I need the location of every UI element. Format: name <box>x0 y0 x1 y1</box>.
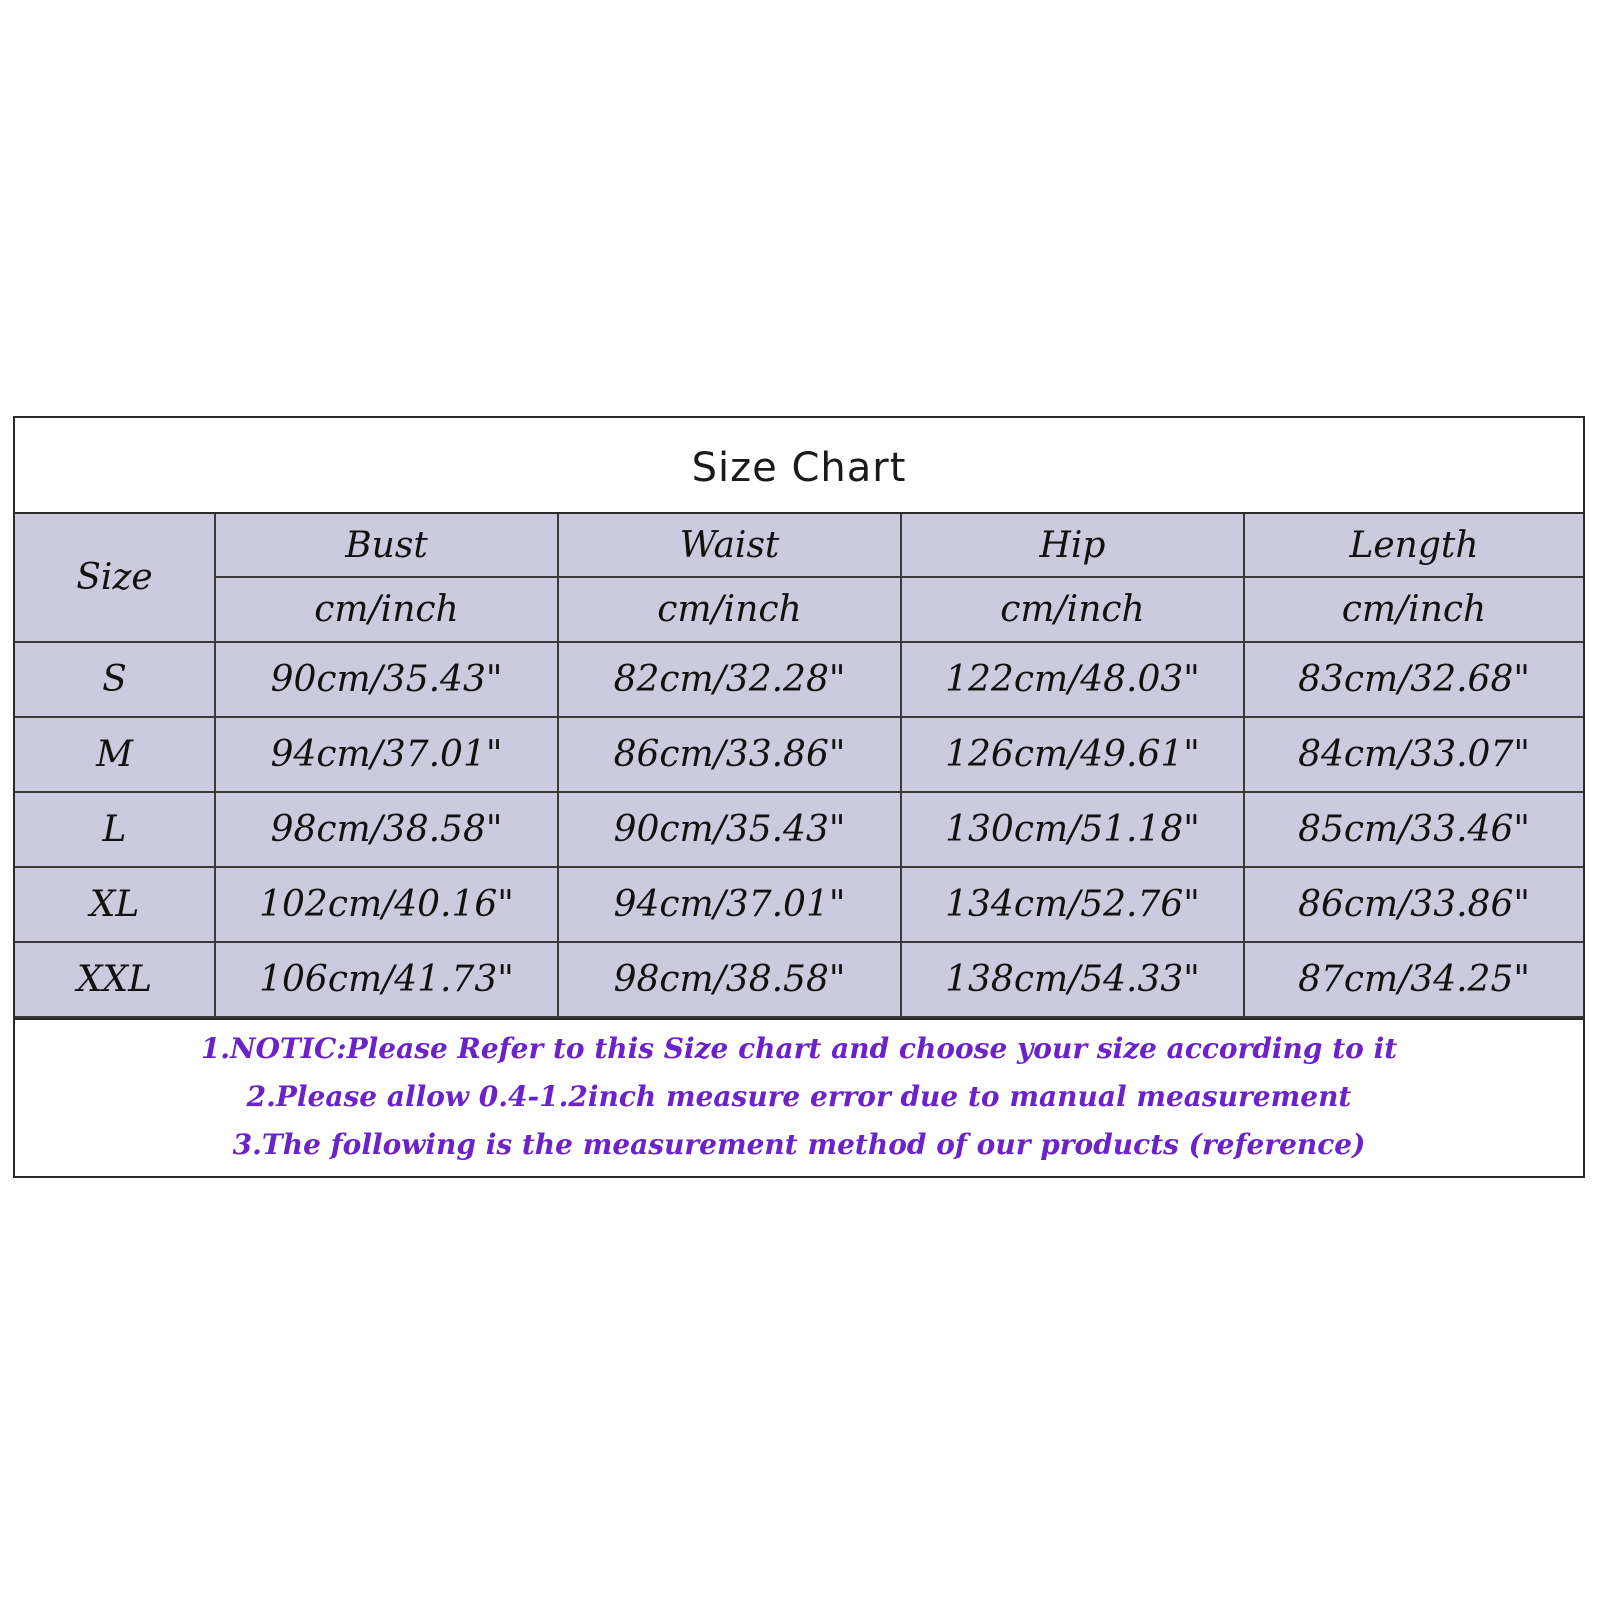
table-row <box>15 792 1583 867</box>
size-label: XXL <box>15 942 215 1017</box>
bust-value: 98cm/38.58" <box>215 792 558 867</box>
waist-value: 82cm/32.28" <box>558 642 901 717</box>
column-header-bust: Bust <box>215 514 558 577</box>
size-label: S <box>15 642 215 717</box>
column-unit-hip: cm/inch <box>901 577 1244 642</box>
size-label: XL <box>15 867 215 942</box>
hip-value: 122cm/48.03" <box>901 642 1244 717</box>
column-unit-bust: cm/inch <box>215 577 558 642</box>
waist-value: 94cm/37.01" <box>558 867 901 942</box>
table-row <box>15 642 1583 717</box>
length-value: 85cm/33.46" <box>1244 792 1583 867</box>
note-line: 3.The following is the measurement method of our products (reference) <box>232 1128 1366 1161</box>
length-value: 86cm/33.86" <box>1244 867 1583 942</box>
size-label: M <box>15 717 215 792</box>
hip-value: 126cm/49.61" <box>901 717 1244 792</box>
bust-value: 102cm/40.16" <box>215 867 558 942</box>
column-header-hip: Hip <box>901 514 1244 577</box>
hip-value: 138cm/54.33" <box>901 942 1244 1017</box>
column-unit-length: cm/inch <box>1244 577 1583 642</box>
column-unit-waist: cm/inch <box>558 577 901 642</box>
size-header: Size <box>15 514 215 642</box>
bust-value: 106cm/41.73" <box>215 942 558 1017</box>
table-row <box>15 942 1583 1017</box>
unit-row <box>15 577 1583 642</box>
note-line: 2.Please allow 0.4-1.2inch measure error due to manual measurement <box>246 1080 1352 1113</box>
size-table <box>15 514 1583 1018</box>
header-row <box>15 514 1583 577</box>
size-chart <box>13 416 1585 1178</box>
length-value: 87cm/34.25" <box>1244 942 1583 1017</box>
table-row <box>15 867 1583 942</box>
chart-title: Size Chart <box>15 418 1583 514</box>
table-row <box>15 717 1583 792</box>
length-value: 84cm/33.07" <box>1244 717 1583 792</box>
bust-value: 94cm/37.01" <box>215 717 558 792</box>
waist-value: 86cm/33.86" <box>558 717 901 792</box>
length-value: 83cm/32.68" <box>1244 642 1583 717</box>
column-header-waist: Waist <box>558 514 901 577</box>
column-header-length: Length <box>1244 514 1583 577</box>
hip-value: 134cm/52.76" <box>901 867 1244 942</box>
notes-section <box>15 1018 1583 1174</box>
hip-value: 130cm/51.18" <box>901 792 1244 867</box>
waist-value: 98cm/38.58" <box>558 942 901 1017</box>
note-line: 1.NOTIC:Please Refer to this Size chart and choose your size according to it <box>200 1032 1398 1065</box>
waist-value: 90cm/35.43" <box>558 792 901 867</box>
size-label: L <box>15 792 215 867</box>
bust-value: 90cm/35.43" <box>215 642 558 717</box>
